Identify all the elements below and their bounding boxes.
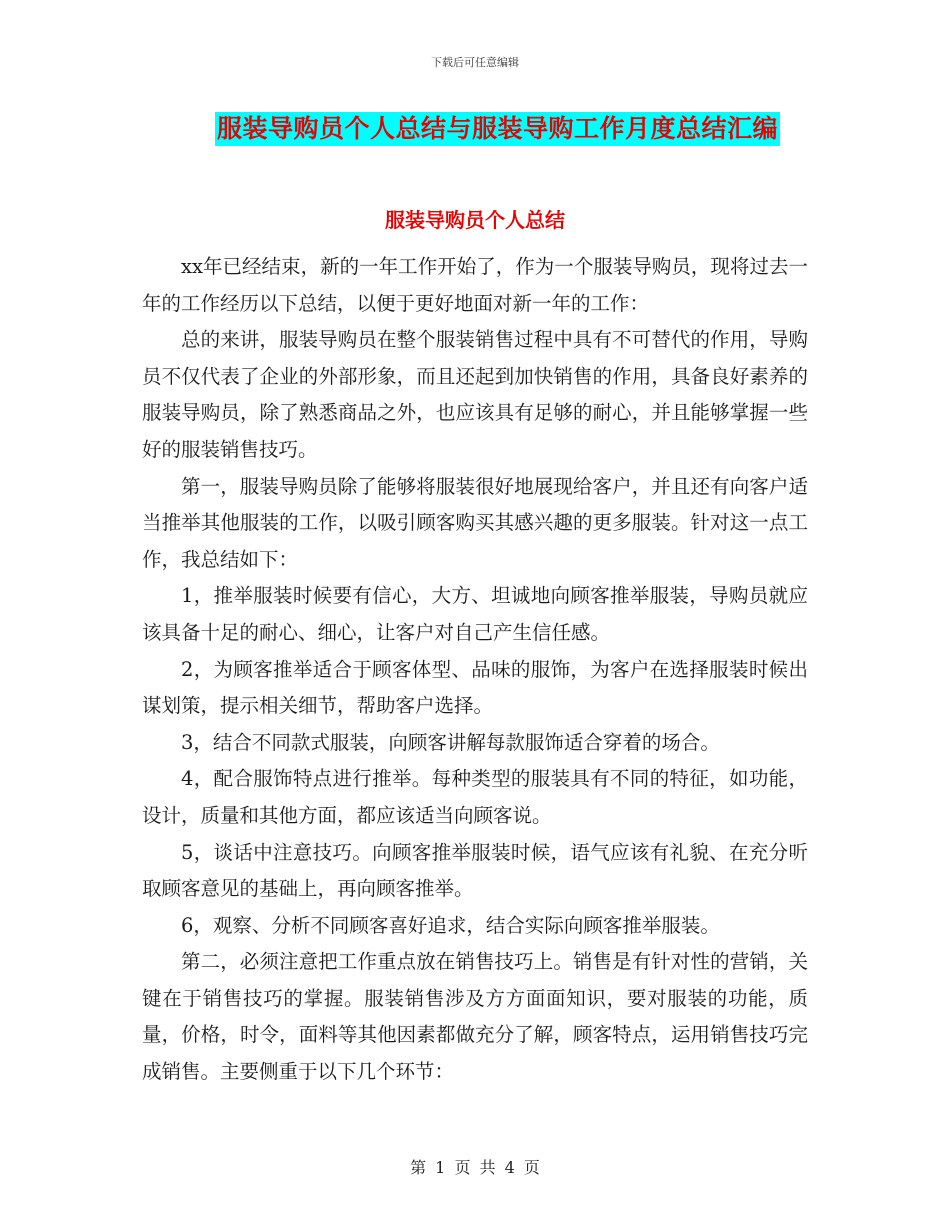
paragraph-overview: 总的来讲，服装导购员在整个服装销售过程中具有不可替代的作用，导购员不仅代表了企业的外部形象，而且还起到加快销售的作用，具备良好素养的服装导购员，除了熟悉商品之外，也应该具有足够的耐心，并且能够掌握一些好的服装销售技巧。 — [142, 328, 808, 461]
paragraph-first-point: 第一，服装导购员除了能够将服装很好地展现给客户，并且还有向客户适当推举其他服装的工作，以吸引顾客购买其感兴趣的更多服装。针对这一点工作，我总结如下： — [142, 474, 808, 571]
paragraph-item-4: 4，配合服饰特点进行推举。每种类型的服装具有不同的特征，如功能，设计，质量和其他方面，都应该适当向顾客说。 — [142, 767, 808, 827]
paragraph-item-3: 3，结合不同款式服装，向顾客讲解每款服饰适合穿着的场合。 — [181, 730, 720, 754]
paragraph-item-5: 5，谈话中注意技巧。向顾客推举服装时候，语气应该有礼貌、在充分听取顾客意见的基础上，再向顾客推举。 — [142, 840, 808, 901]
section-title: 服装导购员个人总结 — [385, 208, 565, 232]
main-title-container — [0, 112, 950, 146]
paragraph-item-2: 2，为顾客推举适合于顾客体型、品味的服饰，为客户在选择服装时候出谋划策，提示相关细节，帮助客户选择。 — [142, 657, 808, 718]
paragraph-item-1: 1，推举服装时候要有信心，大方、坦诚地向顾客推举服装，导购员就应该具备十足的耐心、细心，让客户对自己产生信任感。 — [142, 584, 808, 644]
document-body — [142, 249, 808, 1091]
paragraph-second-point: 第二，必须注意把工作重点放在销售技巧上。销售是有针对性的营销，关键在于销售技巧的掌握。服装销售涉及方方面面知识，要对服装的功能，质量，价格，时令，面料等其他因素都做充分了解，顾客特点，运用销售技巧完成销售。主要侧重于以下几个环节： — [142, 950, 808, 1084]
header-note: 下载后可任意编辑 — [431, 56, 519, 69]
page-footer: 第 1 页 共 4 页 — [410, 1158, 540, 1177]
paragraph-item-6: 6，观察、分析不同顾客喜好追求，结合实际向顾客推举服装。 — [181, 913, 720, 937]
document-main-title: 服装导购员个人总结与服装导购工作月度总结汇编 — [215, 112, 780, 146]
paragraph-intro: xx年已经结束，新的一年工作开始了，作为一个服装导购员，现将过去一年的工作经历以下总结，以便于更好地面对新一年的工作： — [142, 255, 808, 315]
